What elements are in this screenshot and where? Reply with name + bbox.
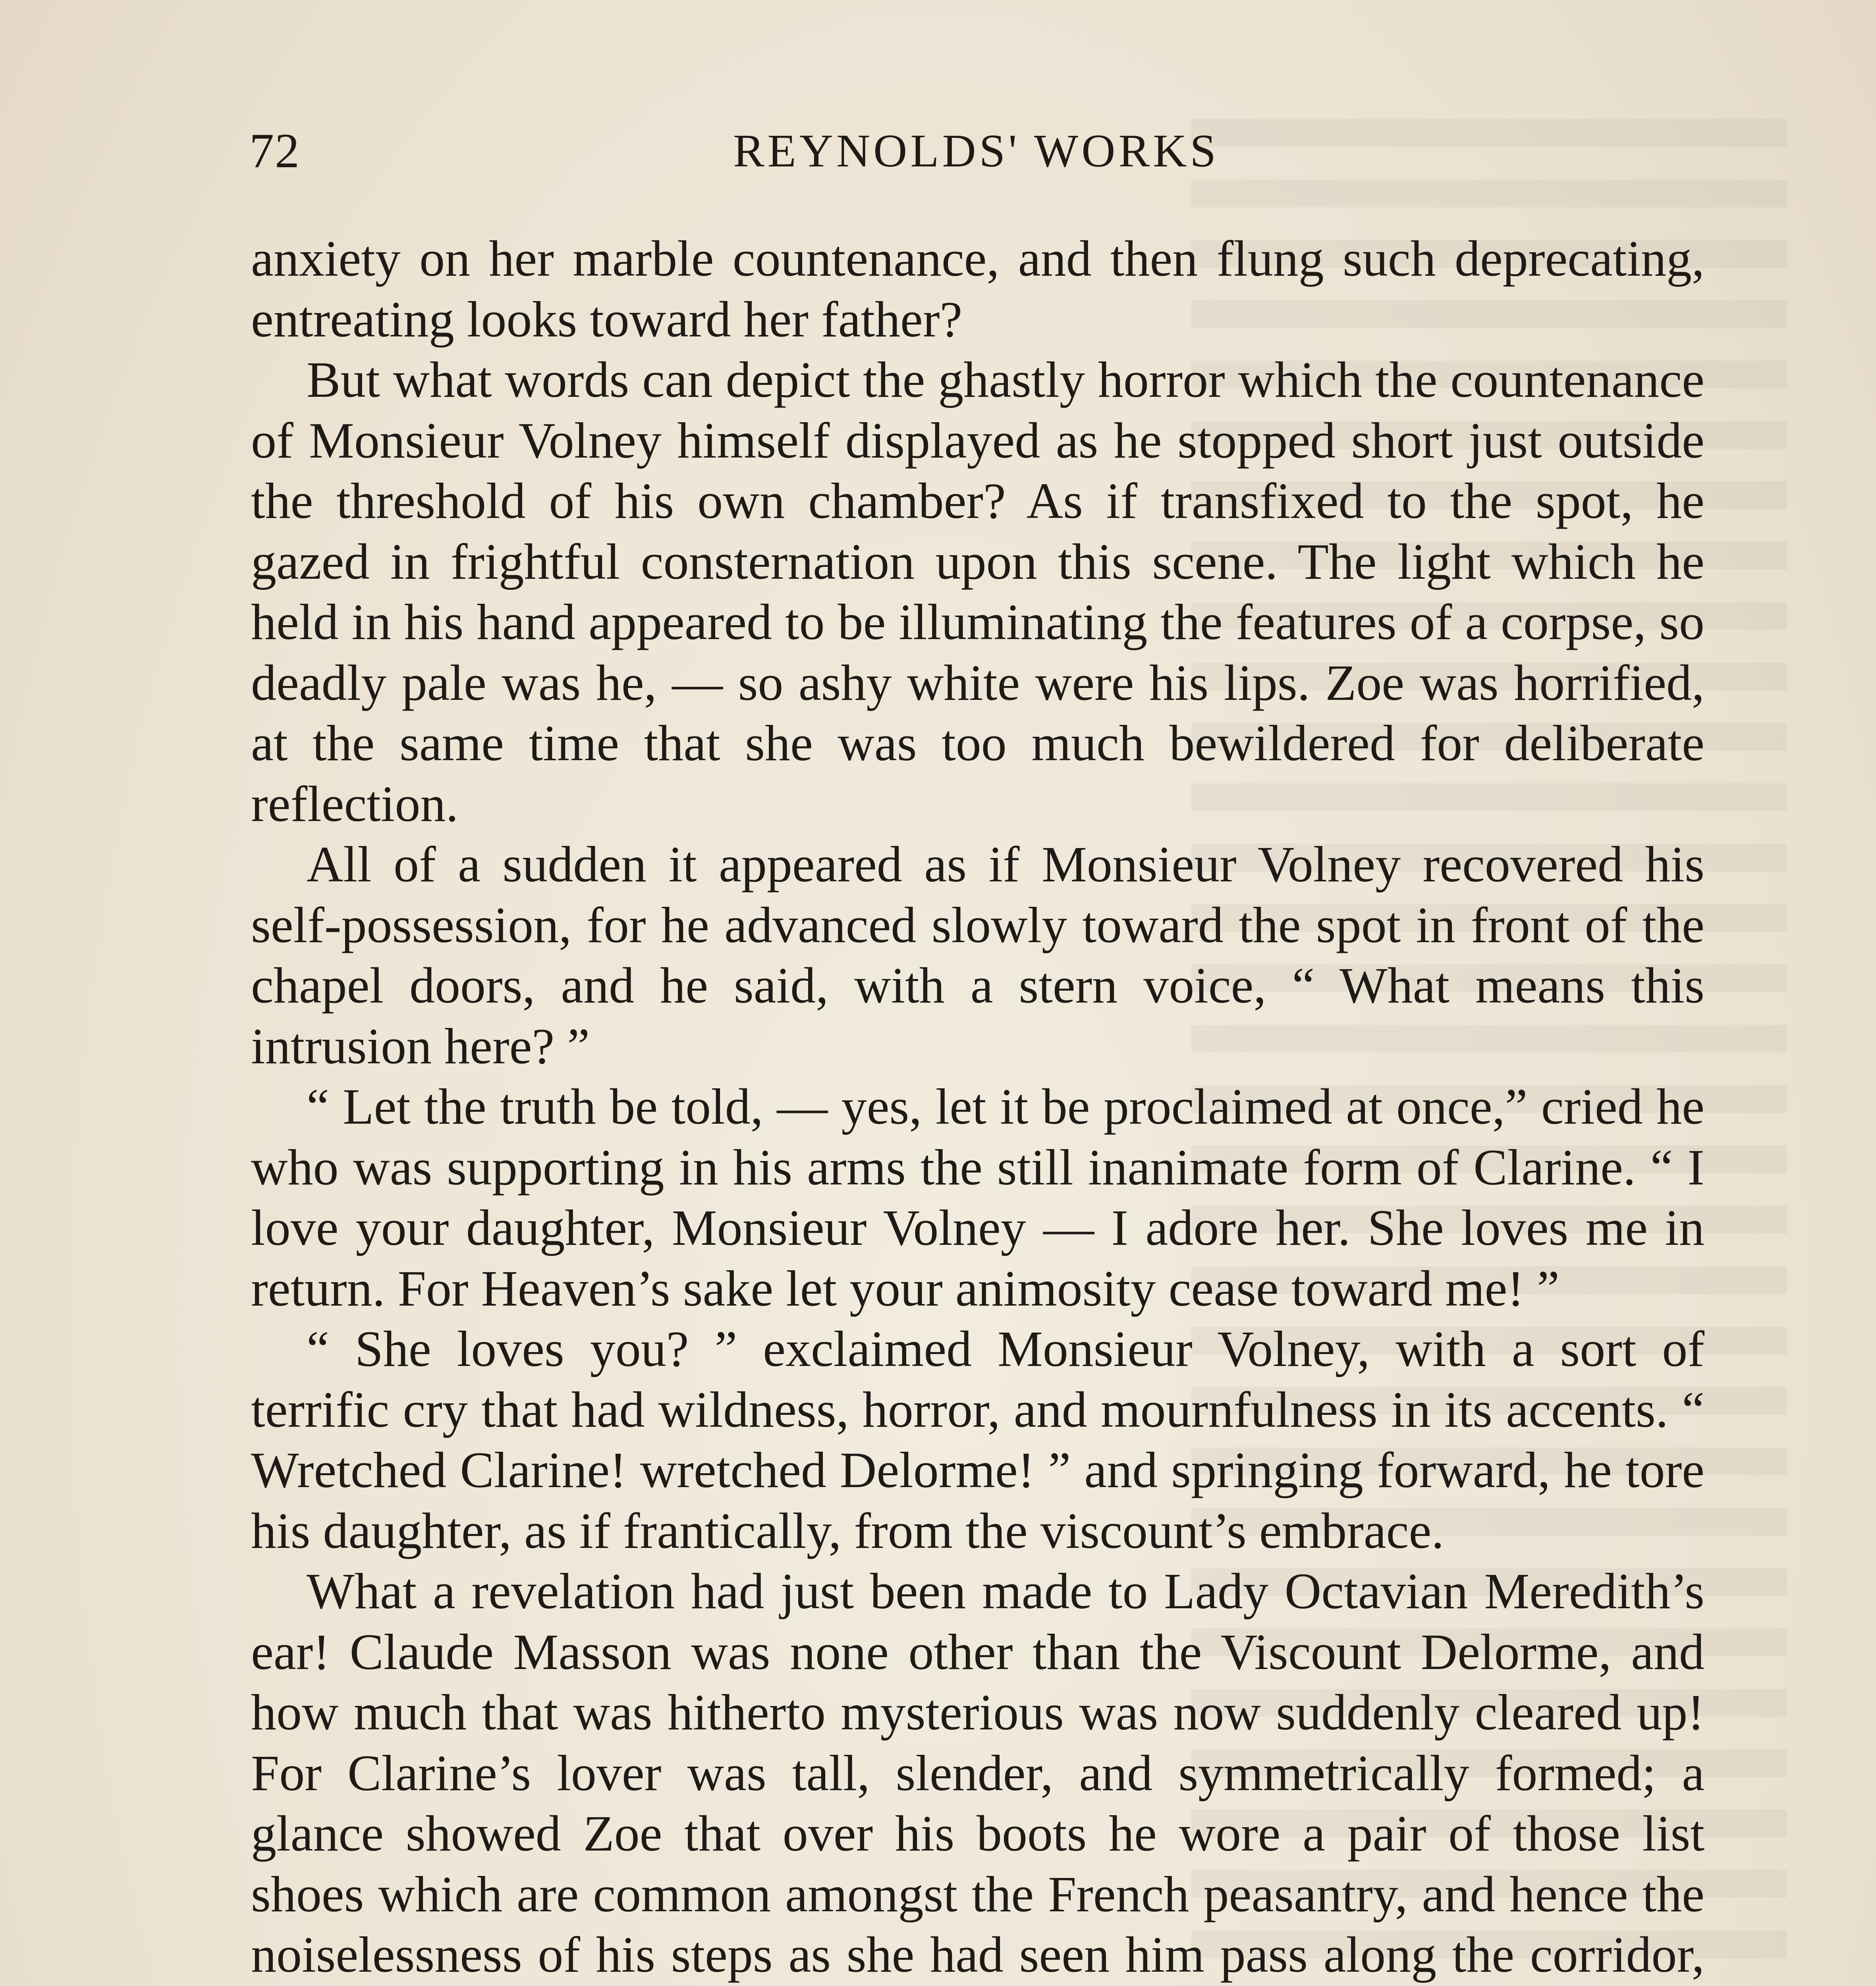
paragraph: What a revelation had just been made to Lady Octavian Meredith’s ear! Claude Masson was none other than the Viscount Delorme, and how much that was hitherto mysterious was now suddenly cleared up! For Clarine’s lover was tall, slender, and symmetrically formed; a glance showed Zoe that over his boots he wore a pair of those list shoes which are common amongst the French peasantry, and hence the noiselessness of his steps as she had seen him pass along the corridor, [251, 1563, 1704, 1983]
paragraph: anxiety on her marble countenance, and then flung such deprecating, entreating looks toward her father? [251, 230, 1704, 348]
paragraph: But what words can depict the ghastly horror which the countenance of Monsieur Volney himself displayed as he stopped short just outside the threshold of his own chamber? As if transfixed to the spot, he gazed in frightful consternation upon this scene. The light which he held in his hand appeared to be illuminating the features of a corpse, so deadly pale was he, — so ashy white were his lips. Zoe was horrified, at the same time that she was too much bewildered for deliberate reflection. [251, 352, 1704, 832]
paragraph: “ She loves you? ” exclaimed Monsieur Volney, with a sort of terrific cry that had wildness, horror, and mournfulness in its accents. “ Wretched Clarine! wretched Delorme! ” and springing forward, he tore his daughter, as if frantically, from the viscount’s embrace. [251, 1321, 1704, 1559]
body-text [251, 228, 1704, 1986]
page-header [249, 119, 1703, 191]
page-number: 72 [249, 124, 300, 178]
paragraph: “ Let the truth be told, — yes, let it be proclaimed at once,” cried he who was supporting in his arms the still inanimate form of Clarine. “ I love your daughter, Monsieur Volney — I adore her. She loves me in return. For Heaven’s sake let your animosity cease toward me! ” [251, 1078, 1704, 1317]
paragraph: All of a sudden it appeared as if Monsieur Volney recovered his self-possession, for he advanced slowly toward the spot in front of the chapel doors, and he said, with a stern voice, “ What means this intrusion here? ” [251, 836, 1704, 1074]
running-head: REYNOLDS' WORKS [733, 125, 1220, 177]
